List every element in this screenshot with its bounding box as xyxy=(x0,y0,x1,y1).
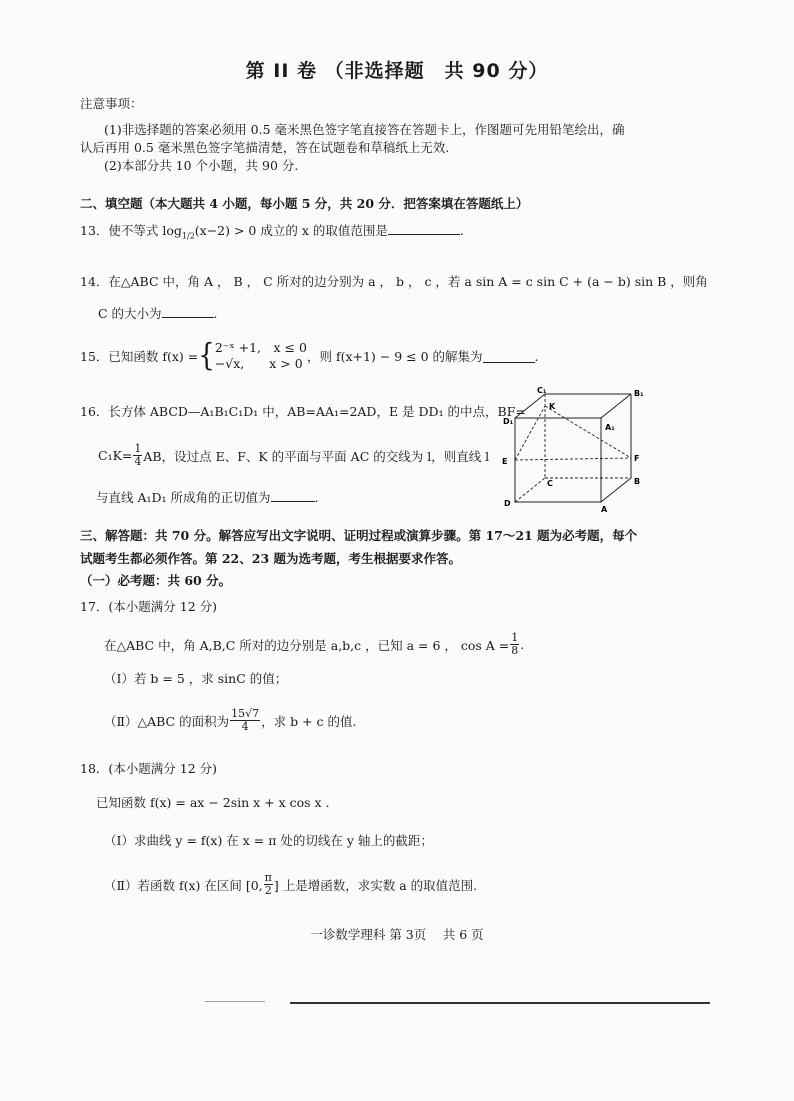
label-b: B xyxy=(634,477,641,486)
cuboid-edge-a1b1 xyxy=(601,394,631,418)
scan-mark-2 xyxy=(290,1002,710,1004)
notice-heading: 注意事项： xyxy=(80,96,143,111)
question-13 xyxy=(80,222,464,245)
label-f: F xyxy=(634,454,640,463)
q18-part2-post: ] 上是增函数，求实数 a 的取值范围. xyxy=(273,877,478,893)
question-16-line1: 16．长方体 ABCD—A₁B₁C₁D₁ 中，AB=AA₁=2AD，E 是 DD₁ 的中点，BF= xyxy=(80,404,526,419)
q17-stem-post: . xyxy=(520,637,525,652)
label-c1: C₁ xyxy=(537,386,547,395)
q17-header: 17．(本小题满分 12 分) xyxy=(80,599,218,614)
cuboid-hidden-edge-dc xyxy=(515,478,545,502)
q18-part2-pre: （Ⅱ）若函数 f(x) 在区间 [0, xyxy=(104,877,263,893)
question-16-line3 xyxy=(96,489,319,506)
q18-header: 18．(本小题满分 12 分) xyxy=(80,761,218,776)
cuboid-edge-ab xyxy=(601,478,631,502)
q16-frac-num: 1 xyxy=(134,442,142,455)
q17-area-num: 15√7 xyxy=(231,707,260,720)
label-a: A xyxy=(601,505,608,514)
q18-int-den: 2 xyxy=(264,884,272,897)
q15-brace: { xyxy=(198,338,215,374)
q17-area-den: 4 xyxy=(241,720,249,733)
label-d: D xyxy=(504,499,511,508)
q14-line2-pre: C 的大小为 xyxy=(98,306,162,321)
q17-part2 xyxy=(104,708,356,733)
q13-log-base: 1/2 xyxy=(181,231,195,241)
label-k: K xyxy=(549,402,556,411)
q16-line3-pre: 与直线 A₁D₁ 所成角的正切值为 xyxy=(96,490,271,505)
q15-case1: 2⁻ˣ +1, x ≤ 0 xyxy=(214,340,307,355)
page-title: 第 II 卷 （非选择题 共 90 分） xyxy=(245,60,549,82)
q18-stem: 已知函数 f(x) = ax − 2sin x + x cos x . xyxy=(96,795,330,810)
required-heading: （一）必考题：共 60 分。 xyxy=(80,573,232,588)
q17-part2-post: ，求 b + c 的值. xyxy=(261,713,357,729)
q16-answer-blank xyxy=(271,489,315,502)
q17-area-fraction xyxy=(230,708,260,733)
scan-mark-1 xyxy=(205,1001,265,1002)
q18-part2 xyxy=(104,872,477,897)
cuboid-section-kf xyxy=(545,406,631,458)
question-16-line2 xyxy=(98,443,489,468)
q16-fraction xyxy=(133,443,142,468)
q17-cos-den: 8 xyxy=(511,644,519,657)
page-footer: 一诊数学理科 第 3页 共 6 页 xyxy=(310,927,484,942)
q18-int-num: π xyxy=(264,871,272,884)
q13-post: . xyxy=(459,223,464,238)
q15-answer-blank xyxy=(483,350,535,363)
q16-line3-post: . xyxy=(314,490,319,505)
question-14-line2 xyxy=(98,305,218,322)
q18-part1: （Ⅰ）求曲线 y = f(x) 在 x = π 处的切线在 y 轴上的截距； xyxy=(104,833,433,848)
q15-pre: 15．已知函数 f(x) = xyxy=(80,349,199,364)
q17-stem xyxy=(104,632,524,657)
notice-item-2: (2)本部分共 10 个小题，共 90 分. xyxy=(104,158,299,173)
q17-cos-fraction xyxy=(510,632,519,657)
label-c: C xyxy=(547,479,553,488)
q13-pre: 13．使不等式 log xyxy=(80,223,182,238)
q17-part2-pre: （Ⅱ）△ABC 的面积为 xyxy=(104,713,230,729)
q13-mid: (x−2) > 0 成立的 x 的取值范围是 xyxy=(194,223,388,238)
label-e: E xyxy=(502,457,508,466)
label-a1: A₁ xyxy=(605,423,615,432)
q14-line2-post: . xyxy=(213,306,218,321)
section3-heading-line2: 试题考生都必须作答。第 22、23 题为选考题，考生根据要求作答。 xyxy=(80,551,461,566)
notice-item-1-cont: 认后再用 0.5 毫米黑色签字笔描清楚，答在试题卷和草稿纸上无效. xyxy=(80,140,450,155)
q15-end: . xyxy=(534,348,539,364)
section3-heading-line1: 三、解答题：共 70 分。解答应写出文字说明、证明过程或演算步骤。第 17～21 题为必考题，每个 xyxy=(80,528,638,543)
q17-cos-num: 1 xyxy=(511,631,519,644)
q18-interval-fraction xyxy=(264,872,273,897)
q17-stem-pre: 在△ABC 中，角 A,B,C 所对的边分别是 a,b,c ，已知 a = 6 ， cos A = xyxy=(104,637,510,653)
q16-line2-pre: C₁K= xyxy=(98,448,133,463)
question-14-line1: 14．在△ABC 中，角 A ， B ， C 所对的边分别为 a ， b ， c ，若 a sin A = c sin C + (a − b) sin B ，则角 xyxy=(80,274,708,289)
cuboid-figure xyxy=(497,386,647,516)
notice-item-1: (1)非选择题的答案必须用 0.5 毫米黑色签字笔直接答在答题卡上，作图题可先用铅笔绘出，确 xyxy=(104,122,625,137)
q15-case2: −√x, x > 0 xyxy=(214,356,303,371)
q16-line2-post: AB，设过点 E、F、K 的平面与平面 AC 的交线为 l，则直线 l xyxy=(143,448,490,464)
q15-piecewise xyxy=(215,340,307,372)
cuboid-section-ef xyxy=(515,458,631,460)
q15-post: ，则 f(x+1) − 9 ≤ 0 的解集为 xyxy=(306,349,483,364)
q13-answer-blank xyxy=(388,222,460,235)
q16-frac-den: 4 xyxy=(134,455,142,468)
label-d1: D₁ xyxy=(503,417,514,426)
q14-answer-blank xyxy=(162,305,214,318)
q17-part1: （Ⅰ）若 b = 5 ，求 sinC 的值； xyxy=(104,671,288,686)
question-15 xyxy=(80,340,539,372)
section2-heading: 二、填空题（本大题共 4 小题，每小题 5 分，共 20 分．把答案填在答题纸上） xyxy=(80,196,529,211)
label-b1: B₁ xyxy=(634,389,644,398)
